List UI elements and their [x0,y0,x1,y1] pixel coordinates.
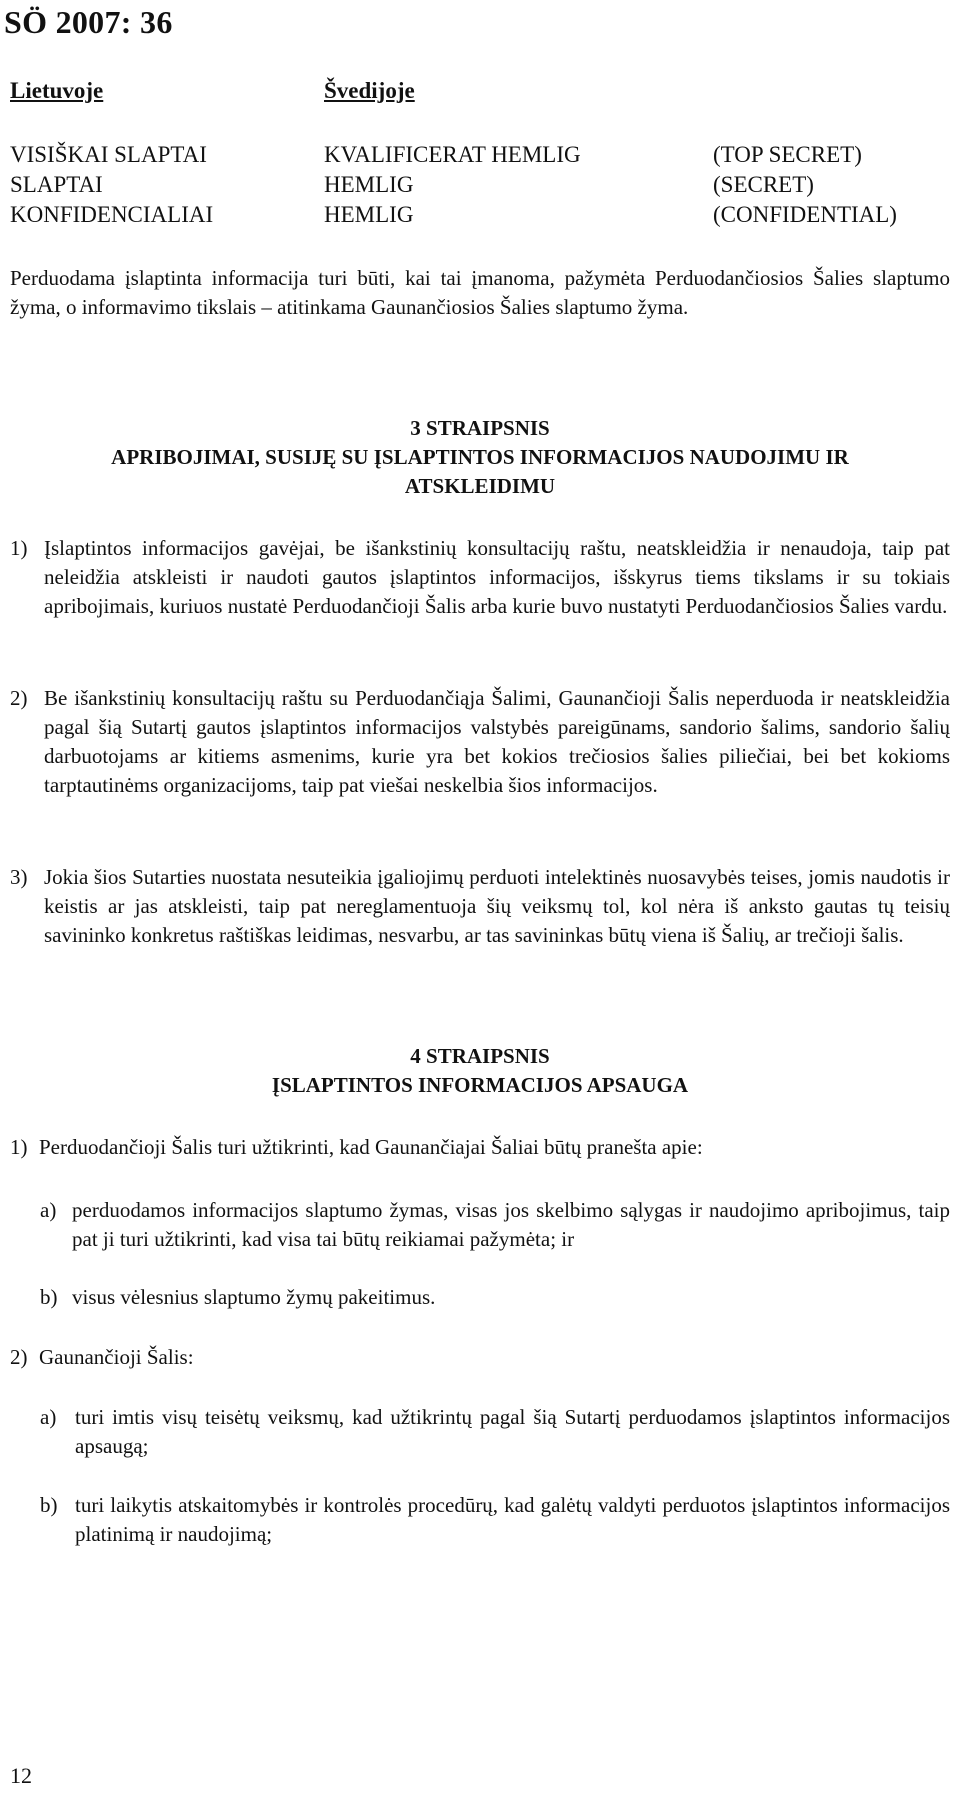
item-number: 2) [10,686,28,710]
sub-item-text: perduodamos informacijos slaptumo žymas, visas jos skelbimo sąlygas ir naudojimo apribojimus, taip pat ji turi užtikrinti, kad visa tai būtų reikiamai pažymėta; ir [72,1198,950,1251]
sub-item-text: visus vėlesnius slaptumo žymų pakeitimus. [72,1285,436,1309]
classification-se-2: HEMLIG [324,172,414,197]
item-text: Įslaptintos informacijos gavėjai, be išankstinių konsultacijų raštu, neatskleidžia ir nenaudoja, taip pat neleidžia atskleisti ir naudoti gautos įslaptintos informacijos, išskyrus tiems tikslams ir su tokiais apribojimais, kuriuos nustatė Perduodančioji Šalis arba kurie buvo nustatyti Perduodančiosios Šalies vardu. [44,536,950,618]
document-header: SÖ 2007: 36 [4,4,173,40]
article-4-number: 4 STRAIPSNIS [410,1044,550,1068]
classification-se-1: KVALIFICERAT HEMLIG [324,142,581,167]
item-number: 3) [10,865,28,889]
sub-item-label: b) [40,1285,58,1309]
sub-item-text: turi imtis visų teisėtų veiksmų, kad užtikrintų pagal šią Sutartį perduodamos įslaptintos informacijos apsaugą; [75,1405,950,1458]
classification-lt-3: KONFIDENCIALIAI [10,202,214,227]
intro-paragraph: Perduodama įslaptinta informacija turi būti, kai tai įmanoma, pažymėta Perduodančiosios Šalies slaptumo žyma, o informavimo tikslais – atitinkama Gaunančiosios Šalies slaptumo žyma. [10,266,950,319]
sub-item-label: b) [40,1493,58,1517]
article-3-item-2 [10,684,950,834]
article-3-title-line1: APRIBOJIMAI, SUSIJĘ SU ĮSLAPTINTOS INFORMACIJOS NAUDOJIMU IR [111,445,849,469]
sub-item-label: a) [40,1405,57,1429]
item-text: Perduodančioji Šalis turi užtikrinti, kad Gaunančiajai Šaliai būtų pranešta apie: [39,1135,703,1159]
article-3-item-1 [10,534,950,654]
item-text: Jokia šios Sutarties nuostata nesuteikia įgaliojimų perduoti intelektinės nuosavybės teises, jomis naudotis ir keistis ar jas atskleisti, taip pat nereglamentuoja šių veiksmų tol, kol nėra iš anksto gautas tų teisių savininko konkretus raštiškas leidimas, nesvarbu, ar tas savininkas būtų viena iš Šalių, ar trečioji šalis. [44,865,950,947]
classification-se-3: HEMLIG [324,202,414,227]
item-text: Be išankstinių konsultacijų raštu su Perduodančiąja Šalimi, Gaunančioji Šalis neperduoda ir neatskleidžia pagal šią Sutartį gautos įslaptintos informacijos valstybės pareigūnams, sandorio šalims, sandorio šalių darbuotojams ar kitiems asmenims, kurie yra bet kokios trečiosios šalies piliečiai, bei bet kokioms tarptautinėms organizacijoms, taip pat viešai neskelbia šios informacijos. [44,686,950,797]
page-number: 12 [10,1763,32,1788]
classification-en-2: (SECRET) [713,172,814,197]
classification-lt-1: VISIŠKAI SLAPTAI [10,142,207,167]
classification-en-3: (CONFIDENTIAL) [713,202,897,227]
article-3-title-line2: ATSKLEIDIMU [404,474,556,498]
column-heading-sweden: Švedijoje [324,78,415,103]
item-number: 1) [10,1135,28,1159]
article-3-item-3 [10,863,950,983]
item-number: 2) [10,1345,28,1369]
classification-en-1: (TOP SECRET) [713,142,862,167]
sub-item-text: turi laikytis atskaitomybės ir kontrolės procedūrų, kad galėtų valdyti perduotos įslaptintos informacijos platinimą ir naudojimą; [75,1493,950,1546]
article-3-number: 3 STRAIPSNIS [410,416,550,440]
sub-item-label: a) [40,1198,57,1222]
article-4-title: ĮSLAPTINTOS INFORMACIJOS APSAUGA [271,1073,689,1097]
column-heading-lithuania: Lietuvoje [10,78,104,103]
item-text: Gaunančioji Šalis: [39,1345,194,1369]
item-number: 1) [10,536,28,560]
classification-lt-2: SLAPTAI [10,172,103,197]
